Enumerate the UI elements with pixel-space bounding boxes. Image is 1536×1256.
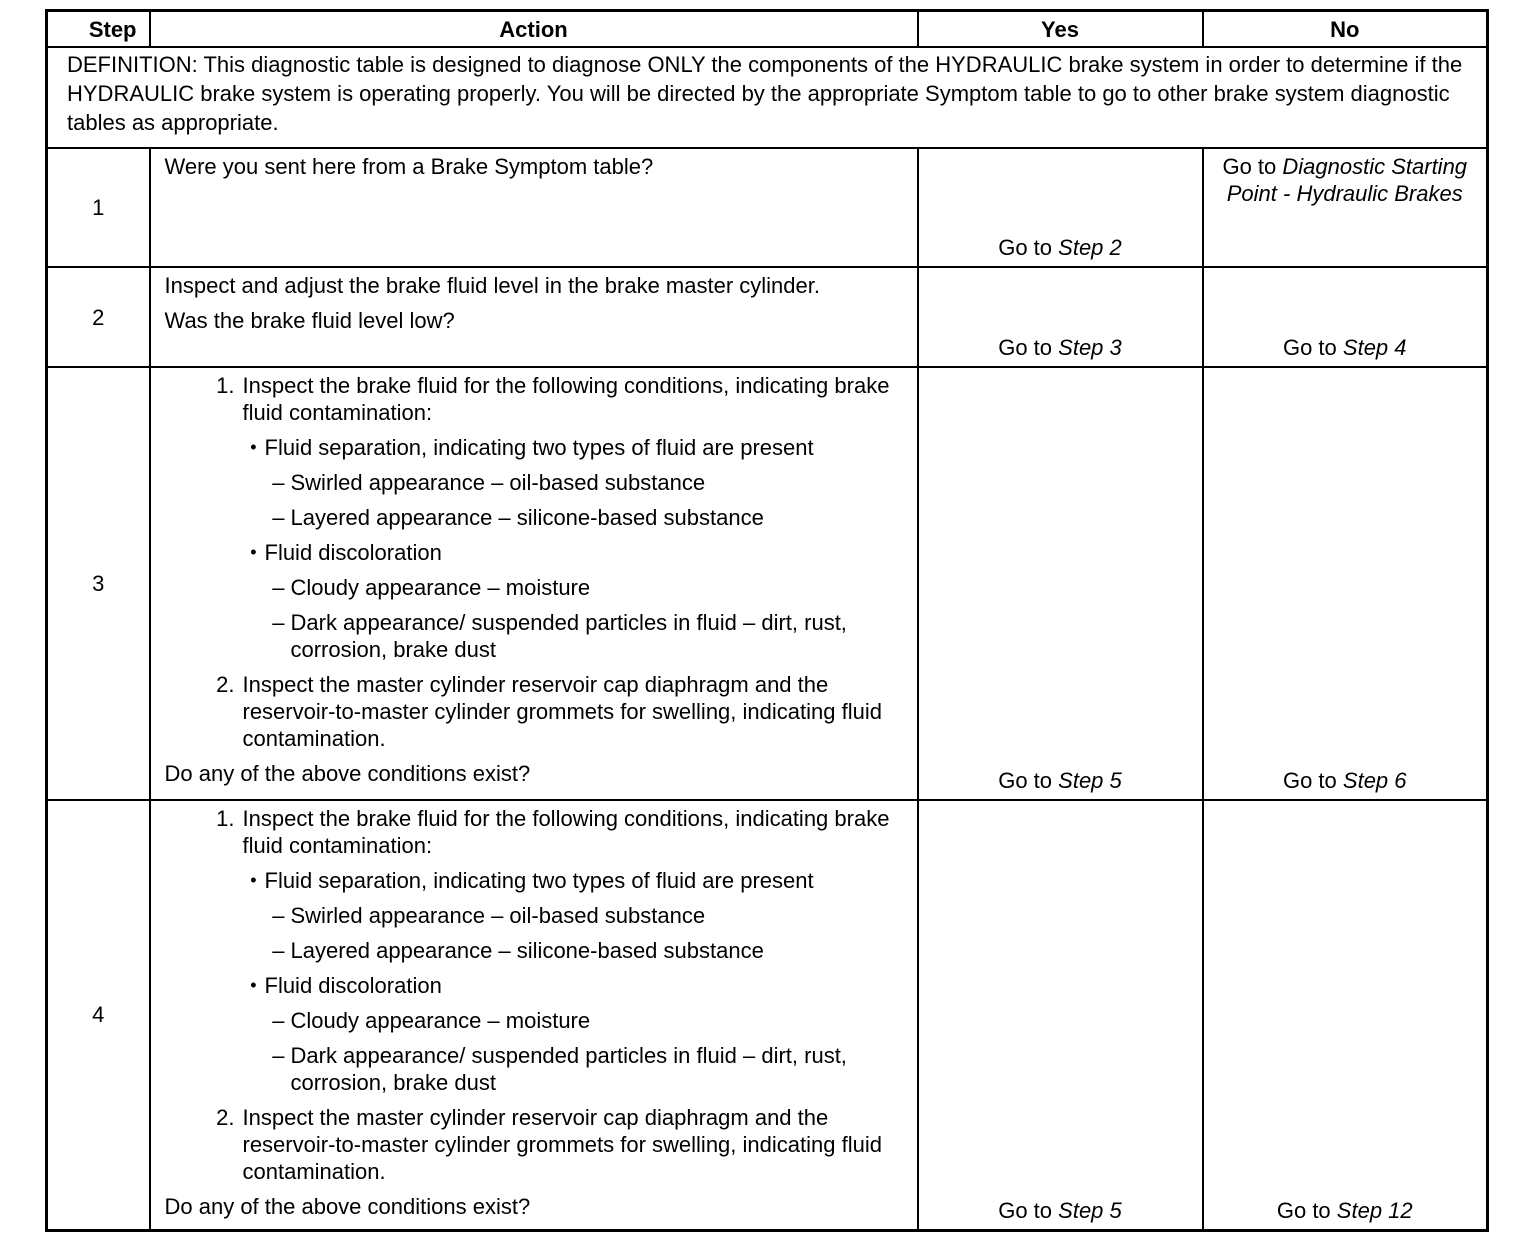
dash-icon: – bbox=[272, 903, 285, 928]
goto-label: Go to bbox=[1222, 154, 1277, 179]
list-text: Inspect the brake fluid for the following conditions, indicating brake fluid contamination: bbox=[242, 806, 890, 858]
list-text: Inspect the master cylinder reservoir cap diaphragm and the reservoir-to-master cylinder grommets for swelling, indicating fluid contamination. bbox=[242, 1105, 882, 1184]
dash-icon: – bbox=[272, 610, 285, 635]
step-number: 1 bbox=[47, 148, 150, 267]
bullet-text: Fluid separation, indicating two types of fluid are present bbox=[264, 435, 814, 460]
yes-goto bbox=[919, 334, 1202, 361]
no-goto bbox=[1204, 1197, 1487, 1224]
step-number: 3 bbox=[47, 367, 150, 800]
no-goto bbox=[1204, 334, 1487, 361]
header-yes: Yes bbox=[918, 11, 1203, 48]
no-goto bbox=[1204, 767, 1487, 794]
bullet-icon: • bbox=[250, 870, 257, 890]
table-row bbox=[47, 148, 1488, 267]
header-no: No bbox=[1203, 11, 1488, 48]
bullet-text: Fluid discoloration bbox=[264, 973, 442, 998]
goto-label: Go to bbox=[998, 1197, 1053, 1223]
list-text: Inspect the brake fluid for the following conditions, indicating brake fluid contamination: bbox=[242, 373, 890, 425]
bullet-text: Fluid discoloration bbox=[264, 540, 442, 565]
list-text: Inspect the master cylinder reservoir cap diaphragm and the reservoir-to-master cylinder grommets for swelling, indicating fluid contamination. bbox=[242, 672, 882, 751]
header-row bbox=[47, 11, 1488, 48]
list-number: 1. bbox=[216, 373, 235, 398]
no-cell bbox=[1203, 800, 1488, 1230]
dash-text: Cloudy appearance – moisture bbox=[290, 1008, 591, 1033]
header-action: Action bbox=[150, 11, 918, 48]
yes-goto bbox=[919, 234, 1202, 261]
action-cell bbox=[150, 800, 918, 1230]
dash-text: Layered appearance – silicone-based substance bbox=[290, 938, 764, 963]
goto-label: Go to bbox=[1282, 768, 1337, 793]
yes-goto bbox=[919, 767, 1202, 794]
bullet-item bbox=[165, 539, 903, 566]
bullet-item bbox=[165, 972, 903, 999]
yes-cell bbox=[918, 367, 1203, 800]
list-item bbox=[165, 372, 903, 426]
dash-item bbox=[165, 1042, 903, 1096]
dash-item bbox=[165, 1007, 903, 1034]
list-number: 2. bbox=[216, 672, 235, 697]
action-question: Do any of the above conditions exist? bbox=[164, 1194, 531, 1219]
action-question: Were you sent here from a Brake Symptom table? bbox=[164, 154, 654, 179]
dash-item bbox=[165, 504, 903, 531]
yes-goto bbox=[919, 1197, 1202, 1224]
definition-text: DEFINITION: This diagnostic table is designed to diagnose ONLY the components of the HYDRAULIC brake system in order to determine if the HYDRAULIC brake system is operating properly. You will be directed by the appropriate Symptom table to go to other brake system diagnostic tables as appropriate. bbox=[47, 47, 1488, 148]
list-item bbox=[165, 671, 903, 752]
list-item bbox=[165, 1104, 903, 1185]
no-cell bbox=[1203, 148, 1488, 267]
action-cell bbox=[150, 367, 918, 800]
bullet-item bbox=[165, 434, 903, 461]
dash-icon: – bbox=[272, 505, 285, 530]
definition-row bbox=[47, 47, 1488, 148]
goto-label: Go to bbox=[998, 768, 1053, 793]
dash-text: Dark appearance/ suspended particles in fluid – dirt, rust, corrosion, brake dust bbox=[290, 1043, 847, 1095]
dash-icon: – bbox=[272, 1008, 285, 1033]
yes-target: Step 5 bbox=[1058, 768, 1122, 793]
dash-item bbox=[165, 574, 903, 601]
no-goto bbox=[1204, 149, 1487, 207]
dash-text: Swirled appearance – oil-based substance bbox=[290, 903, 706, 928]
dash-text: Swirled appearance – oil-based substance bbox=[290, 470, 706, 495]
dash-icon: – bbox=[272, 938, 285, 963]
action-text: Inspect and adjust the brake fluid level in the brake master cylinder. bbox=[164, 273, 820, 298]
no-target: Step 12 bbox=[1336, 1197, 1413, 1223]
dash-icon: – bbox=[272, 1043, 285, 1068]
diagnostic-table bbox=[45, 9, 1489, 1232]
bullet-text: Fluid separation, indicating two types of fluid are present bbox=[264, 868, 814, 893]
step-number: 2 bbox=[47, 267, 150, 367]
table-row bbox=[47, 267, 1488, 367]
action-cell bbox=[150, 267, 918, 367]
yes-cell bbox=[918, 148, 1203, 267]
yes-cell bbox=[918, 267, 1203, 367]
header-step: Step bbox=[47, 11, 150, 48]
no-target: Step 6 bbox=[1342, 768, 1407, 793]
dash-text: Dark appearance/ suspended particles in fluid – dirt, rust, corrosion, brake dust bbox=[290, 610, 847, 662]
yes-cell bbox=[918, 800, 1203, 1230]
bullet-icon: • bbox=[250, 437, 257, 457]
dash-item bbox=[165, 937, 903, 964]
no-target: Step 4 bbox=[1342, 335, 1407, 360]
no-target: Diagnostic Starting Point - Hydraulic Brakes bbox=[1226, 154, 1468, 206]
table-row bbox=[47, 800, 1488, 1230]
goto-label: Go to bbox=[1282, 335, 1337, 360]
yes-target: Step 5 bbox=[1058, 1197, 1122, 1223]
action-cell bbox=[150, 148, 918, 267]
goto-label: Go to bbox=[998, 235, 1053, 260]
table-row bbox=[47, 367, 1488, 800]
step-number: 4 bbox=[47, 800, 150, 1230]
dash-item bbox=[165, 902, 903, 929]
dash-text: Layered appearance – silicone-based substance bbox=[290, 505, 764, 530]
action-question: Do any of the above conditions exist? bbox=[164, 761, 531, 786]
yes-target: Step 2 bbox=[1058, 235, 1122, 260]
dash-icon: – bbox=[272, 575, 285, 600]
dash-item bbox=[165, 609, 903, 663]
no-cell bbox=[1203, 367, 1488, 800]
list-number: 1. bbox=[216, 806, 235, 831]
no-cell bbox=[1203, 267, 1488, 367]
bullet-icon: • bbox=[250, 542, 257, 562]
bullet-item bbox=[165, 867, 903, 894]
dash-item bbox=[165, 469, 903, 496]
goto-label: Go to bbox=[1276, 1197, 1331, 1223]
bullet-icon: • bbox=[250, 975, 257, 995]
dash-icon: – bbox=[272, 470, 285, 495]
goto-label: Go to bbox=[998, 335, 1053, 360]
list-number: 2. bbox=[216, 1105, 235, 1130]
list-item bbox=[165, 805, 903, 859]
dash-text: Cloudy appearance – moisture bbox=[290, 575, 591, 600]
action-question: Was the brake fluid level low? bbox=[164, 308, 455, 333]
yes-target: Step 3 bbox=[1058, 335, 1122, 360]
